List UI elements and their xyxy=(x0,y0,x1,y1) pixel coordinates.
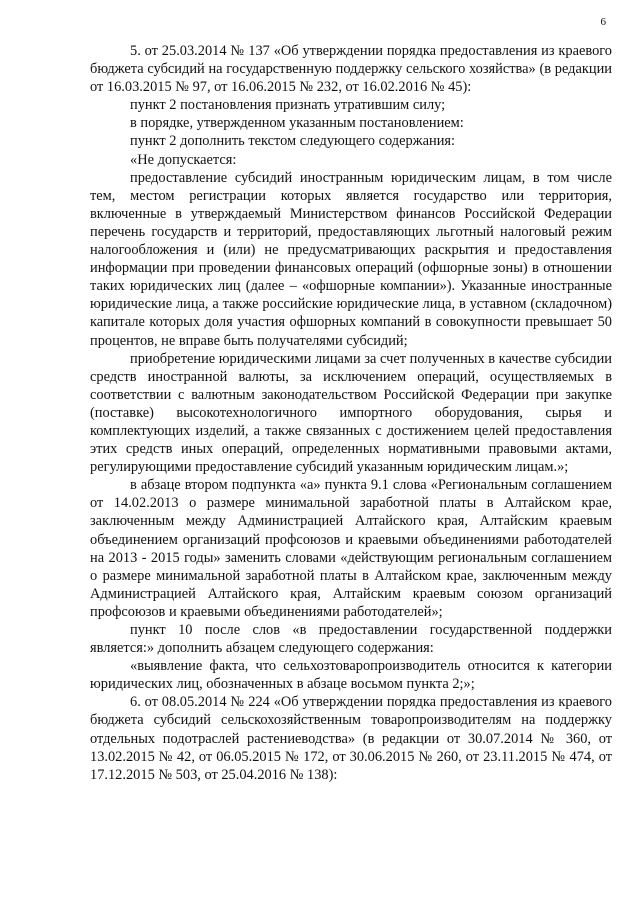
paragraph-clause-2-add: пункт 2 дополнить текстом следующего содержания: xyxy=(130,133,456,150)
paragraph-clause-10: пункт 10 после слов «в предоставлении государственной поддержки является:» дополнить абзацем следующего содержания: xyxy=(90,622,612,657)
paragraph-foreign-currency: приобретение юридическими лицами за счет полученных в качестве субсидии средств иностранной валюты, за исключением операций, осуществляемых в соответствии с валютным законодательством Российской Федерации при закупке (поставке) высокотехнологичного импортного оборудования, сырья и комплектующих изделий, а также связанных с достижением целей предоставления этих средств иных операций, определенных нормативными правовыми актами, регулирующими предоставление субсидий указанным юридическим лицам.»; xyxy=(90,350,612,476)
paragraph-fact-detection: «выявление факта, что сельхозтоваропроизводитель относится к категории юридических лиц, обозначенных в абзаце восьмом пункта 2;»; xyxy=(90,658,612,693)
paragraph-clause-2-void: пункт 2 постановления признать утратившим силу; xyxy=(130,97,446,114)
paragraph-item-5-header: 5. от 25.03.2014 № 137 «Об утверждении порядка предоставления из краевого бюджета субсидий на государственную поддержку сельского хозяйства» (в редакции от 16.03.2015 № 97, от 16.06.2015 № 232, от 16.02.2016 № 45): xyxy=(90,43,612,96)
page-number: 6 xyxy=(600,16,606,28)
document-body xyxy=(90,42,612,784)
paragraph-in-procedure: в порядке, утвержденном указанным постановлением: xyxy=(130,115,464,132)
paragraph-item-6-header: 6. от 08.05.2014 № 224 «Об утверждении порядка предоставления из краевого бюджета субсидий сельскохозяйственным товаропроизводителям на поддержку отдельных подотраслей растениеводства» (в редакции от 30.07.2014 № 360, от 13.02.2015 № 42, от 06.05.2015 № 172, от 30.06.2015 № 260, от 23.11.2015 № 474, от 17.12.2015 № 503, от 25.04.2016 № 138): xyxy=(90,694,612,783)
paragraph-not-allowed: «Не допускается: xyxy=(130,151,237,168)
paragraph-clause-9-1: в абзаце втором подпункта «а» пункта 9.1 слова «Региональным соглашением от 14.02.2013 о размере минимальной заработной платы в Алтайском крае, заключенным между Администрацией Алтайского края, Алтайским краевым объединением организаций профсоюзов и краевыми объединениями работодателей на 2013 - 2015 годы» заменить словами «действующим региональным соглашением о размере минимальной заработной платы в Алтайском крае, заключенным между Администрацией Алтайского края, Алтайским краевым союзом организаций профсоюзов и краевыми объединениями работодателей»; xyxy=(90,477,612,620)
paragraph-offshore-subsidies: предоставление субсидий иностранным юридическим лицам, в том числе тем, местом регистрации которых является государство или территория, включенные в утверждаемый Министерством финансов Российской Федерации перечень государств и территорий, предоставляющих льготный налоговый режим налогообложения и (или) не предусматривающих раскрытия и предоставления информации при проведении финансовых операций (офшорные зоны) в отношении таких юридических лиц (далее – «офшорные компании»). Указанные иностранные юридические лица, а также российские юридические лица, в уставном (складочном) капитале которых доля участия офшорных компаний в совокупности превышает 50 процентов, не вправе быть получателями субсидий; xyxy=(90,169,612,349)
